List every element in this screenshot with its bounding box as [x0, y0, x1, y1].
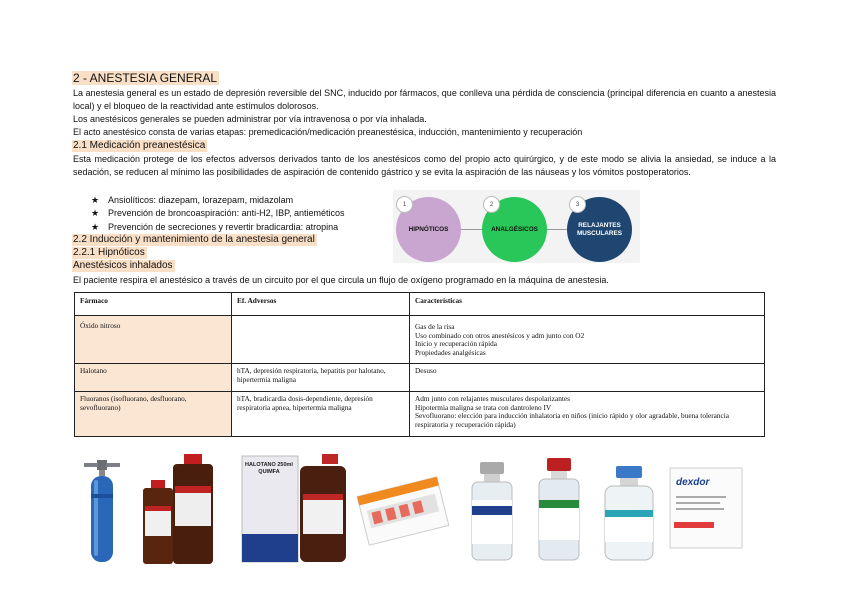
anesthesia-components-diagram	[393, 190, 640, 263]
list-item: ★ Prevención de broncoaspiración: anti-H2, IBP, antieméticos	[91, 207, 344, 220]
vial-image	[534, 458, 584, 562]
gas-cylinder-image	[80, 454, 124, 564]
premedication-list	[91, 194, 344, 234]
subsection-title-inhaled: Anestésicos inhalados	[73, 260, 173, 271]
subsection-title-premedication: 2.1 Medicación preanestésica	[73, 140, 206, 151]
ampoule-pack-image	[354, 472, 452, 550]
drug-cell: Fluoranos (isofluorano, desfluorano, sevofluorano)	[75, 392, 232, 437]
star-bullet-icon: ★	[91, 221, 100, 232]
diagram-circle-hypnotics: HIPNÓTICOS	[396, 197, 461, 262]
subsection-title-hypnotics: 2.2.1 Hipnóticos	[73, 247, 145, 258]
dexdor-logo-text: dexdor	[676, 477, 710, 488]
stages-paragraph: El acto anestésico consta de varias etapas: premedicación/medicación preanestésica, inducción, mantenimiento y recuperación	[73, 127, 583, 137]
section-title: 2 - ANESTESIA GENERAL	[73, 71, 218, 85]
adverse-cell: hTA, bradicardia dosis-dependiente, depresión respiratoria apnea, hipertermia maligna	[232, 392, 410, 437]
list-item: ★ Ansiolíticos: diazepam, lorazepam, midazolam	[91, 194, 344, 207]
propofol-vial-image	[467, 462, 517, 562]
table-row	[75, 392, 765, 437]
adverse-cell: hTA, depresión respiratoria, hepatitis por halotano, hipertermia maligna	[232, 364, 410, 392]
intro-paragraph: La anestesia general es un estado de depresión reversible del SNC, inducido por fármacos, que conlleva una pérdida de consciencia (principal diferencia en cuanto a anestesia local) y el bloqueo de la reactividad ante estímulos dolorosos.	[73, 88, 776, 111]
adverse-cell	[232, 316, 410, 364]
table-header-row	[75, 293, 765, 316]
subsection-title-induction: 2.2 Inducción y mantenimiento de la anestesia general	[73, 234, 315, 245]
column-header: Fármaco	[75, 293, 232, 316]
diagram-number: 2	[483, 196, 500, 213]
halothane-box-label: HALOTANO 250ml QUIMFA	[245, 462, 293, 475]
inhaled-anesthetics-table	[74, 292, 765, 437]
star-bullet-icon: ★	[91, 208, 100, 219]
column-header: Ef. Adversos	[232, 293, 410, 316]
drug-images-row	[72, 452, 772, 564]
column-header: Características	[410, 293, 765, 316]
premedication-paragraph: Esta medicación protege de los efectos adversos derivados tanto de los anestésicos como del propio acto quirúrgico, y de este modo se alivia la ansiedad, se induce a la sedación, se reducen al mínimo las posibilidades de aspiración de contenido gástrico y se evita la aspiración de las náuseas y los vómitos postoperatorios.	[73, 154, 776, 177]
characteristics-cell: Adm junto con relajantes musculares despolarizantes Hipotermia maligna se trata con dantroleno IV Sevofluorano: elección para inducción inhalatoria en niños (inicio rápido y olor agradable, buena tolerancia respiratoria y recuperación rápida)	[410, 392, 765, 437]
star-bullet-icon: ★	[91, 195, 100, 205]
diagram-number: 3	[569, 196, 586, 213]
diagram-circle-muscle-relaxants: RELAJANTES MUSCULARES	[567, 197, 632, 262]
inhaled-paragraph: El paciente respira el anestésico a través de un circuito por el que circula un flujo de oxígeno programado en la máquina de anestesia.	[73, 275, 609, 285]
characteristics-cell: Desuso	[410, 364, 765, 392]
diagram-number: 1	[396, 196, 413, 213]
table-row	[75, 364, 765, 392]
diagram-circle-analgesics: ANALGÉSICOS	[482, 197, 547, 262]
drug-cell: Óxido nitroso	[75, 316, 232, 364]
halothane-bottles-image	[140, 454, 220, 564]
drug-cell: Halotano	[75, 364, 232, 392]
characteristics-cell: Gas de la risa Uso combinado con otros anestésicos y adm junto con O2 Inicio y recuperación rápida Propiedades analgésicas	[410, 316, 765, 364]
list-item: ★ Prevención de secreciones y revertir bradicardia: atropina	[91, 221, 344, 234]
admin-paragraph: Los anestésicos generales se pueden administrar por vía intravenosa o por vía inhalada.	[73, 114, 427, 124]
table-row	[75, 316, 765, 364]
vial-image	[600, 466, 658, 562]
